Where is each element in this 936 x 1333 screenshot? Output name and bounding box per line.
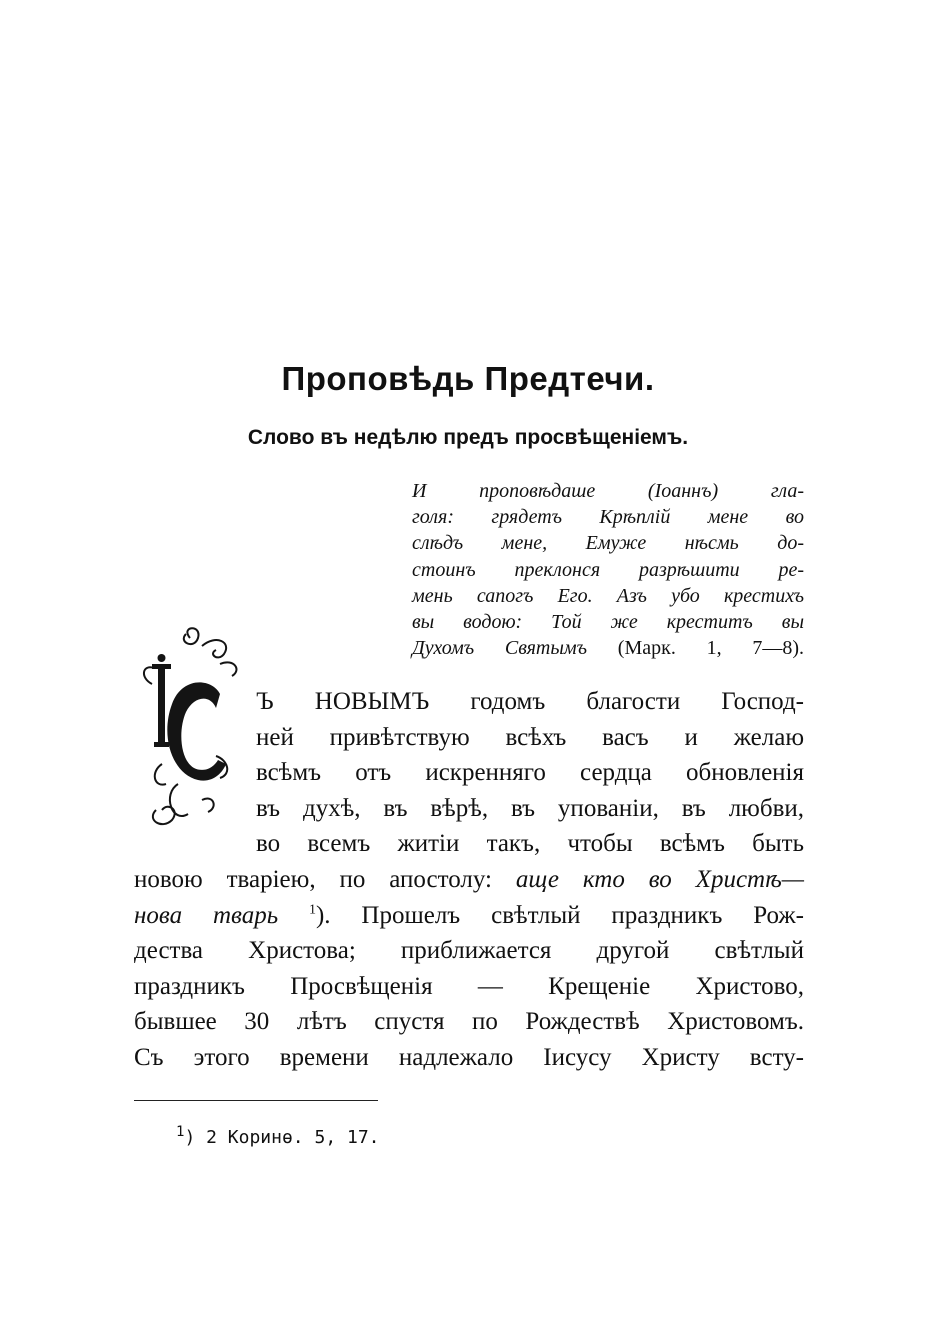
body-line: во всемъ житіи такъ, чтобы всѣмъ быть bbox=[256, 830, 804, 858]
epigraph-line: голя: грядетъ Крѣплій мене во bbox=[412, 506, 804, 529]
body-line-text: новою тваріею, по апостолу: bbox=[134, 865, 516, 893]
epigraph-line: слѣдъ мене, Емуже нѣсмь до- bbox=[412, 532, 804, 555]
scripture-quote: нова тварь bbox=[134, 901, 279, 929]
footnote-divider bbox=[134, 1100, 378, 1101]
body-line-text: ). Прошелъ свѣтлый праздникъ Рож- bbox=[315, 901, 805, 929]
epigraph-attribution: Духомъ Святымъ bbox=[412, 637, 588, 660]
epigraph-line: И проповѣдаше (Іоаннъ) гла- bbox=[412, 480, 804, 502]
body-line: дества Христова; приближается другой свѣтлый bbox=[134, 937, 804, 965]
epigraph-last-line bbox=[412, 635, 804, 661]
body-line bbox=[134, 898, 804, 934]
body-line: Ъ НОВЫМЪ годомъ благости Господ- bbox=[256, 688, 804, 715]
body-line: въ духѣ, въ вѣрѣ, въ упованіи, въ любви, bbox=[256, 794, 804, 822]
epigraph-line: вы водою: Той же креститъ вы bbox=[412, 611, 804, 634]
footnote-reference: 1 bbox=[308, 902, 316, 918]
epigraph-line: стоинъ преклонся разрѣшити ре- bbox=[412, 558, 804, 581]
body-line: всѣмъ отъ искренняго сердца обновленія bbox=[256, 759, 804, 787]
body-line: праздникъ Просвѣщенія — Крещеніе Христово, bbox=[134, 972, 804, 1000]
page-subtitle: Слово въ недѣлю предъ просвѣщеніемъ. bbox=[247, 426, 689, 449]
body-line: ней привѣтствую всѣхъ васъ и желаю bbox=[256, 723, 804, 751]
body-line: бывшее 30 лѣтъ спустя по Рождествѣ Христовомъ. bbox=[134, 1008, 804, 1036]
epigraph-line: мень сапогъ Его. Азъ убо крестихъ bbox=[412, 584, 804, 607]
epigraph-reference: (Марк. 1, 7—8). bbox=[617, 637, 804, 660]
body-text bbox=[134, 684, 804, 1076]
body-line: Съ этого времени надлежало Іисусу Христу всту- bbox=[134, 1043, 804, 1071]
footnote-text: ) 2 Коринѳ. 5, 17. bbox=[184, 1127, 380, 1148]
epigraph bbox=[412, 478, 804, 661]
page-title: Проповѣдь Предтечи. bbox=[281, 360, 655, 397]
footnote-marker: 1 bbox=[176, 1124, 185, 1140]
body-line bbox=[134, 862, 804, 898]
footnote bbox=[176, 1124, 380, 1148]
scripture-quote: аще кто во Христѣ— bbox=[515, 865, 804, 893]
